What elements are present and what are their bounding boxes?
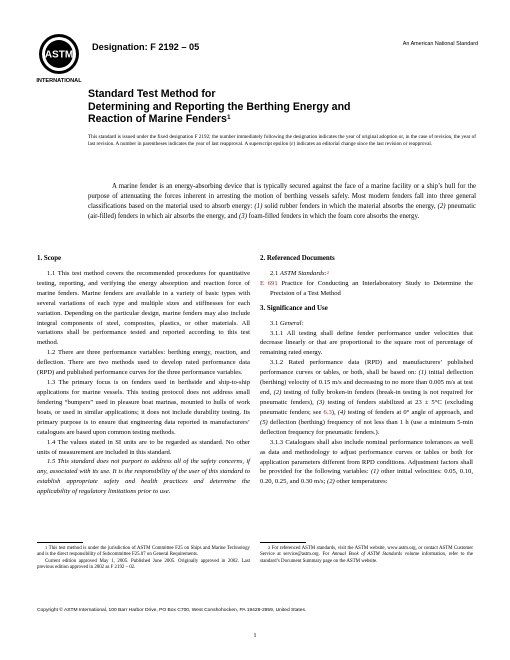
- para-text: testing of fully broken-in fenders (break-in testing is not required for pneumatic fenders),: [260, 389, 473, 406]
- para-enum: (1): [370, 468, 379, 476]
- para-title: ASTM Standards:: [279, 269, 327, 277]
- paragraph-1-2: 1.2 There are three performance variables: berthing energy, reaction, and deflection. There are two methods used to develop rated performance data (RPD) and published performance curves for the three performance variables.: [37, 349, 250, 377]
- para-enum: (4): [337, 408, 346, 416]
- footnote-number: 1: [45, 545, 48, 550]
- intro-text: pneumatic (air-filled) fenders in which air absorbs the energy, and: [88, 203, 476, 220]
- paragraph-3-1-3: [260, 438, 473, 488]
- footnote-text: This test method is under the jurisdiction of ASTM Committee F25 on Ships and Marine Technology and is the direct responsibility of Subcommittee F25.07 on General Requirements.: [37, 546, 250, 558]
- paragraph-3-1-1: 3.1.1 All testing shall define fender performance under velocities that decrease linearly or that are proportional to the square root of percentage of remaining rated energy.: [260, 329, 473, 357]
- copyright-notice: Copyright © ASTM International, 100 Barr Harbor Drive, PO Box C700, West Conshohocken, PA 19428-2959, United States.: [37, 608, 307, 613]
- logo-letters: ASTM: [44, 49, 74, 61]
- astm-logo: [36, 32, 82, 84]
- footnote-divider: [37, 542, 83, 543]
- document-title: [88, 88, 408, 126]
- para-title: General:: [279, 319, 304, 327]
- paragraph-1-5: 1.5 This standard does not purport to address all of the safety concerns, if any, associated with its use. It is the responsibility of the user of this standard to establish appropriate safety and health practices and determine the applicability of regulatory limitations prior to use.: [37, 458, 250, 496]
- title-footnote-mark[interactable]: 1: [226, 114, 231, 122]
- footnote-1-edition: Current edition approved May 1, 2005. Published June 2005. Originally approved in 2002. Last previous edition approved in 2002 as F 2192 – 02.: [37, 558, 250, 571]
- title-line-3-text: Reaction of Marine Fenders: [88, 113, 227, 126]
- title-line-1: Standard Test Method for: [88, 88, 216, 100]
- para-enum: (3): [316, 398, 325, 406]
- left-column: [37, 254, 250, 497]
- para-enum: (1): [418, 369, 427, 377]
- para-text: deflection (berthing) frequency of not less than 1 h (use a minimum 5-min deflection frequency for pneumatic fenders.).: [260, 418, 473, 436]
- footnote-number: 2: [268, 545, 271, 550]
- para-text: ),: [331, 408, 338, 416]
- para-enum: (5): [260, 418, 268, 426]
- paragraph-3-1-2: [260, 358, 473, 437]
- footnote-1: [37, 546, 250, 572]
- para-text: 3.1.2 Rated performance data (RPD) and manufacturers’ published performance curves or tables, or both, shall be based on:: [260, 359, 473, 377]
- para-text: initial deflection (berthing) velocity of 0.15 m/s and decreasing to no more than 0.005 m/s at test end,: [260, 369, 473, 397]
- logo-subtext: INTERNATIONAL: [36, 78, 82, 84]
- title-line-2: Determining and Reporting the Berthing Energy and: [88, 100, 351, 113]
- reference-text: Practice for Conducting an Interlaboratory Study to Determine the Precision of a Test Method: [270, 279, 473, 297]
- intro-text: A marine fender is an energy-absorbing device that is typically secured against the face of a marine facility or a ship’s hull for the purpose of attenuating the forces inherent in arresting the motion of berthing vessels safely. Most modern fenders fall into three general classifications based on the material used to absorb energy:: [88, 183, 476, 210]
- paragraph-1-3: 1.3 The primary focus is on fenders used in berthside and ship-to-ship applications for marine vessels. This testing protocol does not address small fendering “bumpers” used in pleasure boat marinas, mounted to hulls of work boats, or used in similar applications; it does not include durability testing. Its primary purpose is to ensure that engineering data reported in manufacturers’ catalogues are based upon common testing methods.: [37, 379, 250, 436]
- footnote-divider: [260, 542, 306, 543]
- intro-text: solid rubber fenders in which the material absorbs the energy,: [262, 203, 438, 210]
- footnote-mark-2[interactable]: 2: [326, 269, 329, 275]
- section-link-6-3[interactable]: 6.3: [323, 408, 332, 416]
- designation: Designation: F 2192 – 05: [92, 42, 200, 52]
- para-label: 3.1: [270, 319, 280, 327]
- introduction: [88, 182, 476, 222]
- para-enum: (2): [327, 478, 335, 486]
- paragraph-3-1: [260, 319, 473, 329]
- intro-enum: (2): [437, 203, 446, 210]
- footnote-2: [260, 546, 473, 565]
- section-heading-significance: 3. Significance and Use: [260, 304, 328, 312]
- paragraph-1-1: 1.1 This test method covers the recommended procedures for quantitative testing, reporting, and verifying the energy absorption and reaction force of marine fenders. Marine fenders are available in a variety of basic types with several variations of each type and multiple sizes and stiffnesses for each variation. Depending on the particular design, marine fenders may also include integral components of steel, composites, plastics, or other materials. All variations shall be performance tested and reported according to this test method.: [37, 269, 250, 347]
- para-text: testing of fenders at 0° angle of approach, and: [345, 408, 473, 416]
- footnote-text: volume information, refer to the standard’s Document Summary page on the ASTM website.: [260, 552, 473, 564]
- right-column: [260, 254, 473, 487]
- page-number: 1: [253, 632, 257, 639]
- paragraph-2-1: [260, 269, 473, 279]
- intro-enum: (3): [239, 213, 247, 220]
- reference-link-e691[interactable]: E 691: [260, 279, 278, 287]
- title-line-3: [88, 113, 408, 126]
- issuance-note: This standard is issued under the fixed designation F 2192; the number immediately following the designation indicates the year of original adoption or, in the case of revision, the year of last revision. A number in parentheses indicates the year of last reapproval. A superscript epsilon (ε) indicates an editorial change since the last revision or reapproval.: [88, 134, 476, 148]
- footnote-2-text: [260, 546, 473, 565]
- para-enum: (2): [273, 389, 282, 397]
- section-heading-references: 2. Referenced Documents: [260, 255, 335, 262]
- section-heading-scope: 1. Scope: [37, 255, 62, 262]
- footnote-text: For referenced ASTM standards, visit the ASTM website, www.astm.org, or contact ASTM Customer Service at service@astm.org. For: [260, 546, 473, 558]
- reference-e691: [260, 279, 473, 299]
- para-text: 3.1.3 Catalogues shall also include nominal performance tolerances as well as data and methodology to adjust performance curves or tables or both for application parameters different from RPD conditions. Adjustment factors shall be provided for the following variables:: [260, 438, 473, 476]
- intro-enum: (1): [254, 203, 263, 210]
- national-standard-label: An American National Standard: [402, 41, 478, 47]
- para-text: other initial velocities: 0.05, 0.10, 0.20, 0.25, and 0.30 m/s;: [260, 468, 473, 486]
- para-label: 2.1: [270, 269, 280, 277]
- paragraph-1-4: 1.4 The values stated in SI units are to be regarded as standard. No other units of measurement are included in this standard.: [37, 438, 250, 456]
- footnote-1-text: [37, 546, 250, 559]
- footnote-book-title: Annual Book of ASTM Standards: [331, 552, 403, 558]
- para-text: other temperatures:: [334, 478, 388, 486]
- intro-text: foam-filled fenders in which the foam core absorbs the energy.: [246, 213, 420, 220]
- para-text: testing of fenders stabilized at 23 ± 5°C (excluding pneumatic fenders; see: [260, 398, 473, 416]
- intro-paragraph: [88, 182, 476, 222]
